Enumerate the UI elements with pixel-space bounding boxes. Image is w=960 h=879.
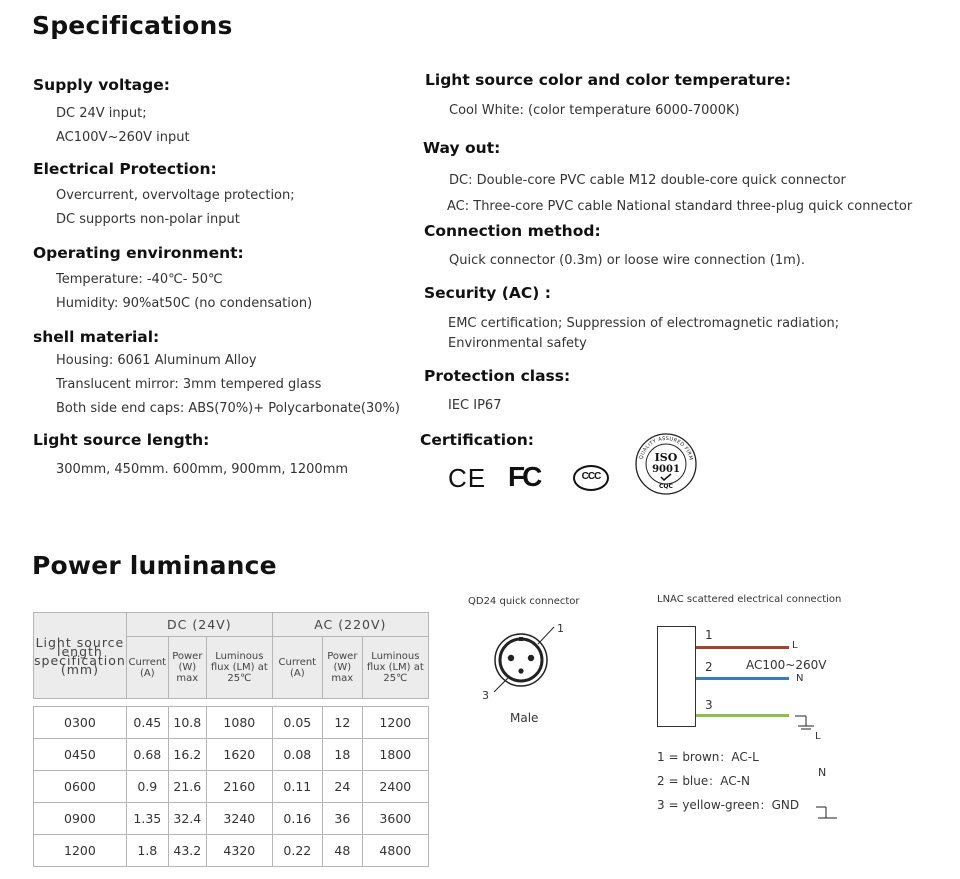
iso-number-text: 9001 (652, 464, 680, 475)
spec-line: Quick connector (0.3m) or loose wire connection (1m). (449, 253, 806, 268)
ccc-mark-icon (573, 465, 609, 491)
spec-line: Temperature: -40℃- 50℃ (56, 272, 223, 287)
ground-l-label: L (815, 731, 821, 742)
shell-material-heading: shell material: (33, 328, 160, 346)
table-cell: 10.8 (168, 707, 206, 739)
table-cell: 4800 (362, 835, 428, 867)
iso-bottom-text: CQC (659, 483, 673, 490)
spec-line: EMC certification; Suppression of electromagnetic radiation; (448, 316, 840, 331)
qd24-title: QD24 quick connector (468, 596, 580, 607)
ce-mark-icon: CE (448, 463, 487, 493)
spec-line: Humidity: 90%at50C (no condensation) (56, 296, 313, 311)
wire-legend (657, 745, 799, 817)
table-cell: 1080 (206, 707, 272, 739)
table-row (34, 707, 429, 739)
power-luminance-title: Power luminance (32, 551, 277, 580)
table-cell: 3600 (362, 803, 428, 835)
line-n-label: N (796, 673, 804, 684)
table-cell: 1200 (34, 835, 127, 867)
spec-header: Light source length specification (mm) (34, 613, 127, 699)
table-cell: 1.35 (126, 803, 168, 835)
security-heading: Security (AC) : (424, 284, 551, 302)
table-cell: 0900 (34, 803, 127, 835)
table-cell: 4320 (206, 835, 272, 867)
table-cell: 1.8 (126, 835, 168, 867)
operating-environment-heading: Operating environment: (33, 244, 244, 262)
legend-item: 1 = brown：AC-L (657, 750, 759, 764)
table-cell: 21.6 (168, 771, 206, 803)
table-cell: 0.11 (272, 771, 322, 803)
table-cell: 1200 (362, 707, 428, 739)
spec-line: Both side end caps: ABS(70%)+ Polycarbonate(30%) (56, 401, 400, 416)
spec-line: Overcurrent, overvoltage protection; (56, 188, 295, 203)
specifications-title: Specifications (32, 11, 233, 40)
table-cell: 0.68 (126, 739, 168, 771)
table-cell: 32.4 (168, 803, 206, 835)
ac-group-header: AC (220V) (272, 613, 428, 637)
qd24-pin-1-label: 1 (557, 622, 564, 635)
iso-ring-text: QUALITY ASSURED FIRM (638, 435, 694, 461)
table-cell: 3240 (206, 803, 272, 835)
table-cell: 24 (322, 771, 362, 803)
column-header: Power (W) max (168, 637, 206, 699)
table-cell: 0450 (34, 739, 127, 771)
way-out-lines (449, 168, 912, 220)
spec-line: DC: Double-core PVC cable M12 double-core quick connector (449, 173, 846, 188)
spec-line: DC 24V input; (56, 106, 147, 121)
yellow-green-wire (696, 714, 789, 717)
legend-ground-icon (815, 805, 841, 825)
qd24-connector-icon (476, 618, 566, 708)
spec-line: Translucent mirror: 3mm tempered glass (56, 377, 322, 392)
supply-voltage-lines (56, 102, 190, 150)
table-cell: 36 (322, 803, 362, 835)
spec-line: Housing: 6061 Aluminum Alloy (56, 353, 257, 368)
table-cell: 0.9 (126, 771, 168, 803)
iso-top-text: ISO (654, 451, 678, 464)
certification-heading: Certification: (420, 431, 534, 449)
column-header: Current (A) (126, 637, 168, 699)
legend-item: 3 = yellow-green：GND (657, 798, 800, 812)
spec-line: DC supports non-polar input (56, 212, 240, 227)
table-cell: 2160 (206, 771, 272, 803)
ccc-mark-text: CCC (581, 471, 601, 482)
table-cell: 0300 (34, 707, 127, 739)
wire-2-label: 2 (705, 660, 713, 674)
table-cell: 0600 (34, 771, 127, 803)
brown-wire (696, 646, 789, 649)
connection-method-heading: Connection method: (424, 222, 601, 240)
connection-method-lines (449, 249, 805, 273)
table-cell: 2400 (362, 771, 428, 803)
protection-class-heading: Protection class: (424, 367, 571, 385)
light-source-length-heading: Light source length: (33, 431, 210, 449)
table-row (34, 803, 429, 835)
table-row (34, 835, 429, 867)
table-cell: 12 (322, 707, 362, 739)
color-temperature-heading: Light source color and color temperature: (425, 71, 792, 89)
spec-line: 300mm, 450mm. 600mm, 900mm, 1200mm (56, 462, 349, 477)
spec-line: Cool White: (color temperature 6000-7000K) (449, 103, 740, 118)
voltage-label: AC100~260V (746, 658, 827, 672)
legend-n-label: N (818, 766, 827, 779)
table-cell: 18 (322, 739, 362, 771)
wire-1-label: 1 (705, 628, 713, 642)
table-cell: 0.16 (272, 803, 322, 835)
electrical-protection-heading: Electrical Protection: (33, 160, 217, 178)
protection-class-lines (448, 394, 501, 418)
table-cell: 1800 (362, 739, 428, 771)
table-cell: 1620 (206, 739, 272, 771)
power-luminance-table (33, 612, 429, 867)
way-out-heading: Way out: (423, 139, 501, 157)
table-row (34, 739, 429, 771)
wire-3-label: 3 (705, 698, 713, 712)
column-header: Power (W) max (322, 637, 362, 699)
blue-wire (696, 677, 789, 680)
spec-line: IEC IP67 (448, 398, 502, 413)
table-cell: 16.2 (168, 739, 206, 771)
lnac-connector-box (657, 626, 696, 727)
security-lines (448, 314, 839, 354)
line-l-label: L (792, 640, 798, 651)
spec-line: Environmental safety (448, 336, 587, 351)
column-header: Luminous flux (LM) at 25℃ (206, 637, 272, 699)
iso-9001-seal-icon (634, 432, 698, 496)
table-cell: 48 (322, 835, 362, 867)
shell-material-lines (56, 349, 400, 421)
spec-line: AC: Three-core PVC cable National standard three-plug quick connector (447, 199, 913, 214)
supply-voltage-heading: Supply voltage: (33, 76, 170, 94)
header-separator (34, 699, 429, 707)
qd24-pin-3-label: 3 (482, 689, 489, 702)
column-header: Current (A) (272, 637, 322, 699)
table-cell: 0.05 (272, 707, 322, 739)
dc-group-header: DC (24V) (126, 613, 272, 637)
lnac-title: LNAC scattered electrical connection (657, 594, 842, 605)
light-source-length-lines (56, 458, 348, 482)
legend-item: 2 = blue：AC-N (657, 774, 750, 788)
table-cell: 43.2 (168, 835, 206, 867)
color-temperature-lines (449, 99, 740, 123)
column-header: Luminous flux (LM) at 25℃ (362, 637, 428, 699)
spec-line: AC100V~260V input (56, 130, 190, 145)
fcc-mark-icon: FC (508, 461, 540, 492)
table-cell: 0.45 (126, 707, 168, 739)
operating-environment-lines (56, 268, 312, 316)
electrical-protection-lines (56, 184, 295, 232)
qd24-caption: Male (510, 711, 539, 725)
table-row (34, 771, 429, 803)
table-cell: 0.22 (272, 835, 322, 867)
table-cell: 0.08 (272, 739, 322, 771)
